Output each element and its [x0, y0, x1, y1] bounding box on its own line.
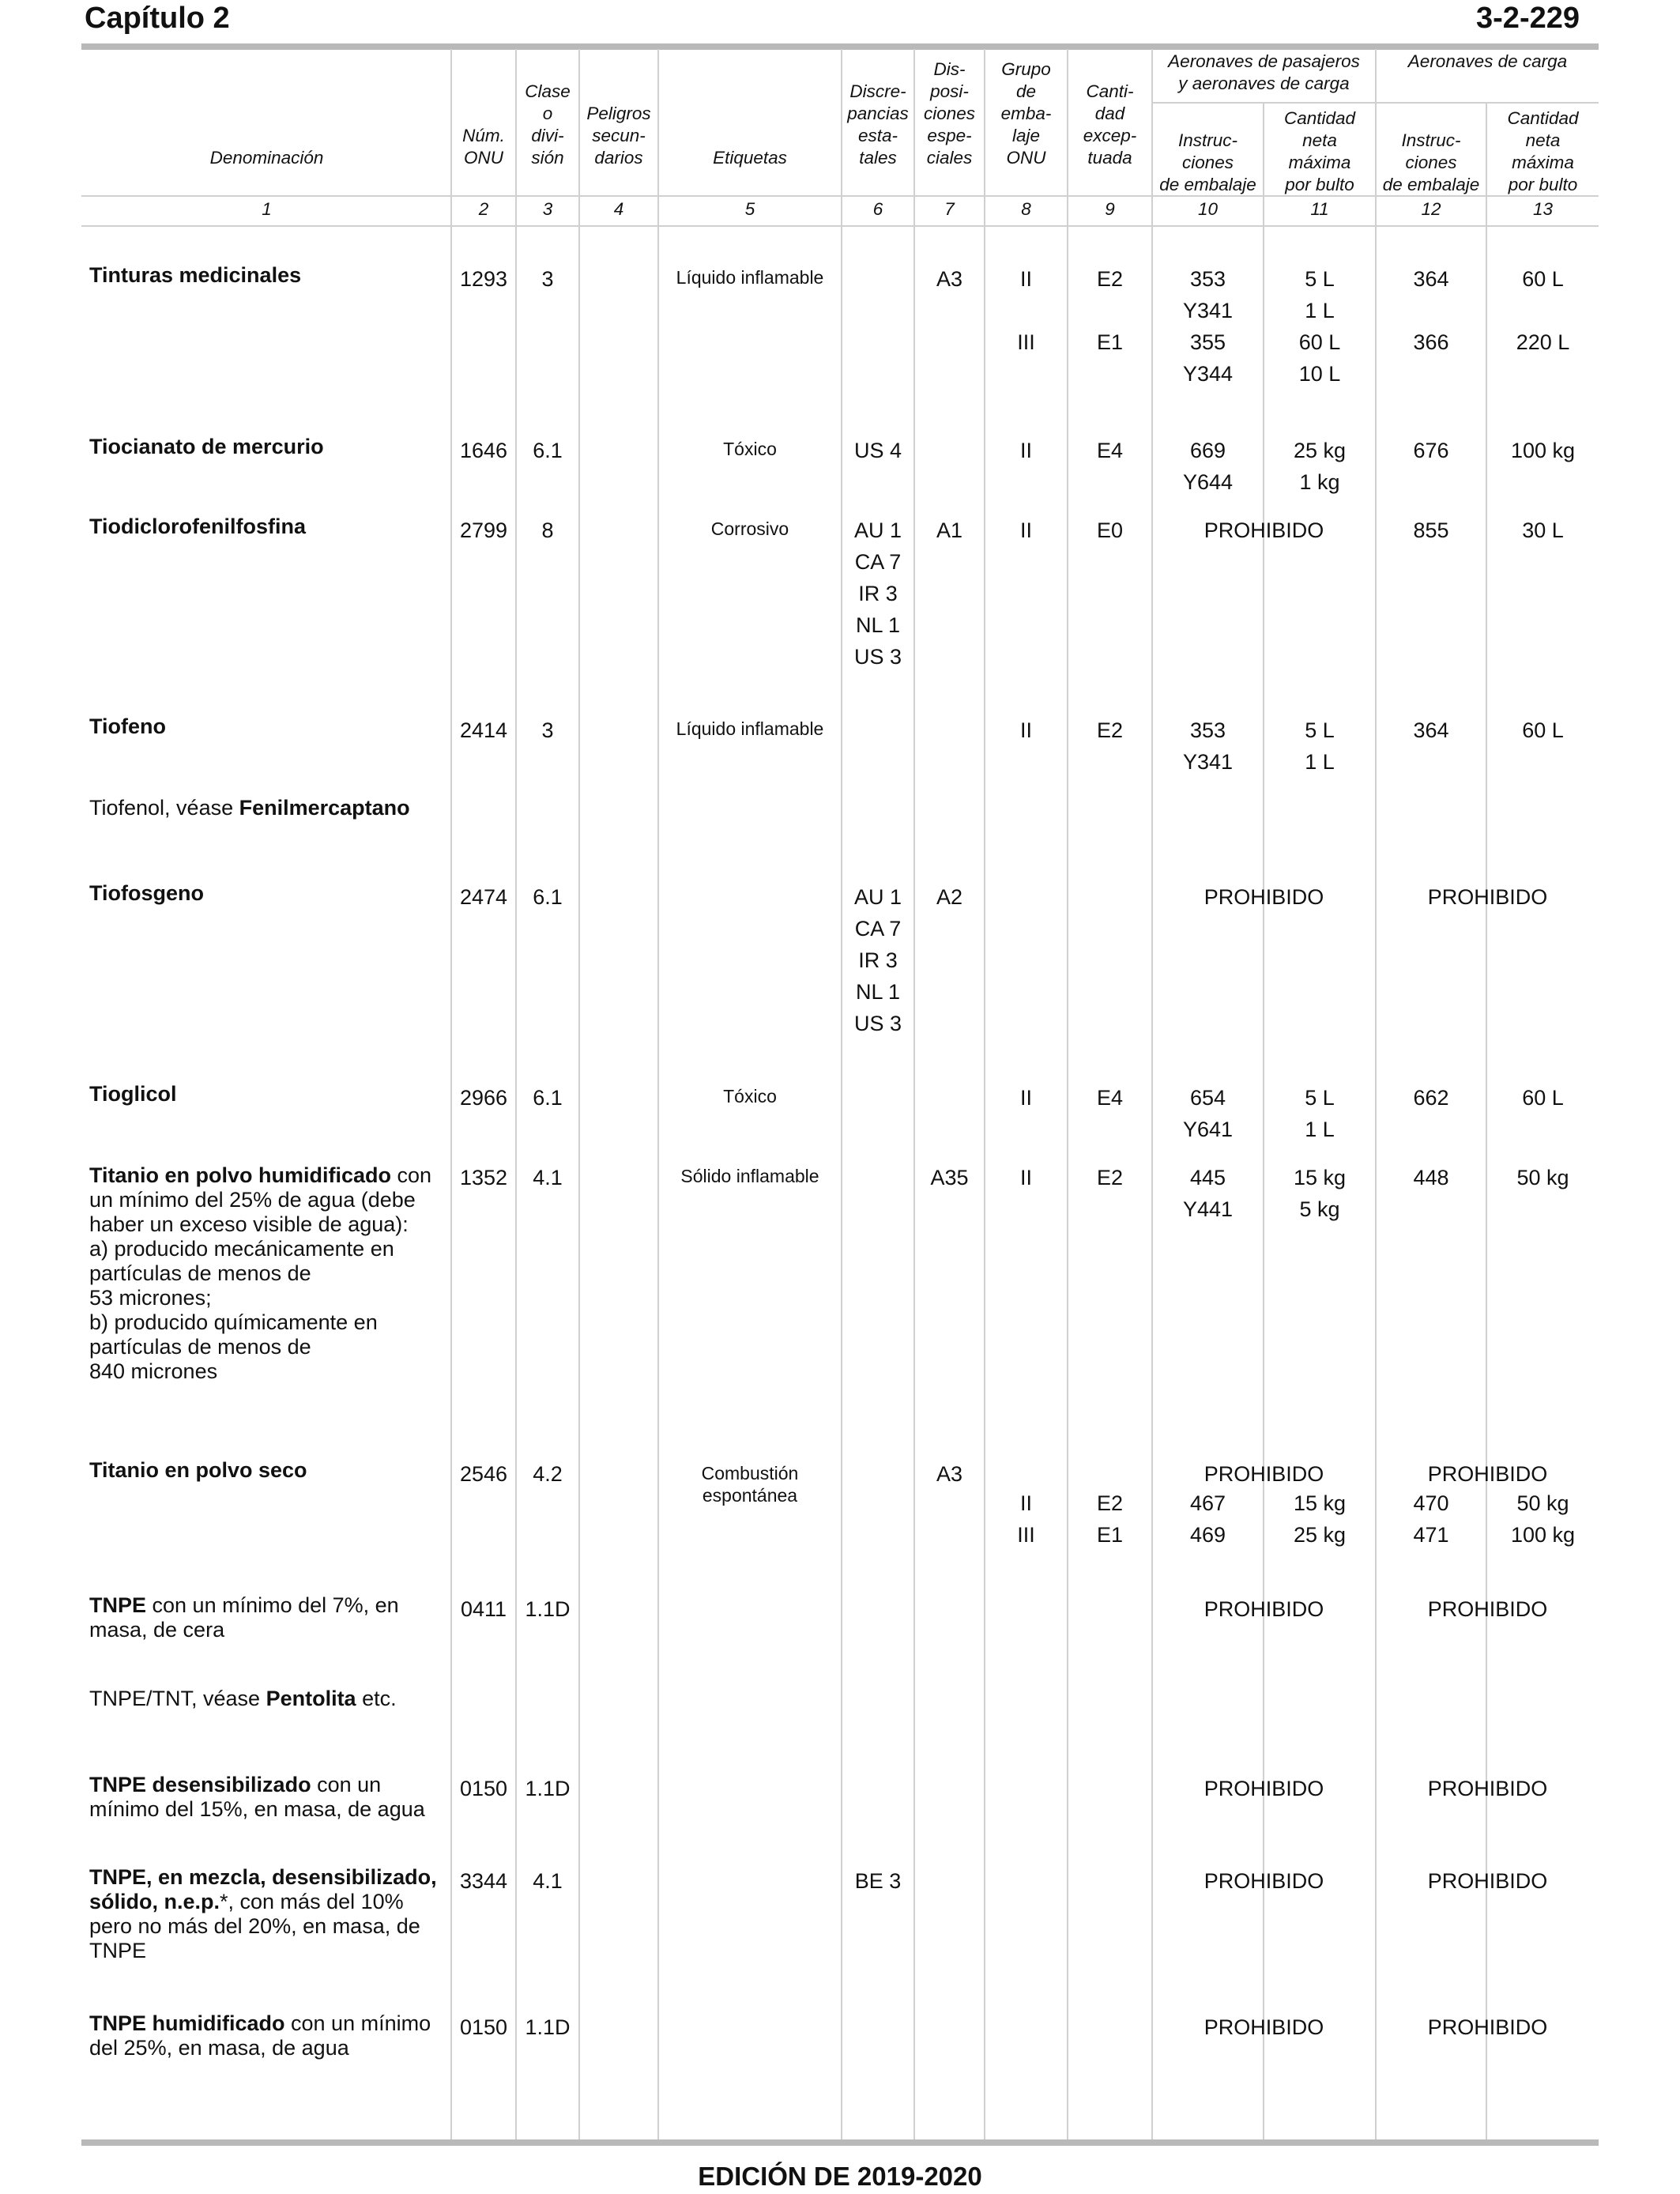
pax-packing-instruction: 467 469 — [1189, 1491, 1226, 1547]
pax-prohibited: PROHIBIDO — [1203, 1777, 1324, 1800]
substance-name: Tiodiclorofenilfosfina — [89, 515, 307, 538]
cargo-max-quantity: 100 kg — [1510, 439, 1576, 462]
col-number: 3 — [542, 199, 553, 219]
cargo-max-quantity: 50 kg 100 kg — [1510, 1491, 1576, 1547]
substance-name: Tinturas medicinales — [89, 263, 302, 287]
cargo-max-quantity: 60 L 220 L — [1516, 267, 1570, 354]
cargo-prohibited: PROHIBIDO — [1427, 1777, 1548, 1800]
state-discrepancy: AU 1 CA 7 IR 3 NL 1 US 3 — [853, 885, 902, 1035]
pax-prohibited: PROHIBIDO — [1203, 885, 1324, 909]
substance-name: Tiofosgeno — [89, 881, 204, 905]
page-number: 3-2-229 — [1476, 2, 1580, 35]
hazard-label: Corrosivo — [710, 518, 789, 539]
col-header-packing-group: Grupo de emba- laje ONU — [1000, 59, 1052, 168]
col-divider — [578, 49, 580, 2139]
col-number: 7 — [944, 199, 955, 219]
substance-name: TNPE, en mezcla, desensibilizado, sólido, n.e.p.*, con más del 10% pero no más del 20%, en masa, de TNPE — [89, 1865, 437, 1962]
col-divider — [841, 49, 842, 2139]
hazard-class: 4.1 — [533, 1166, 563, 1189]
substance-name: TNPE desensibilizado con un mínimo del 15%, en masa, de agua — [89, 1773, 425, 1821]
substance-name: Tiofeno — [89, 714, 166, 738]
hazard-class: 6.1 — [533, 439, 563, 462]
hazard-class: 3 — [541, 267, 554, 291]
col-header-pax-instructions: Instruc- ciones de embalaje — [1159, 130, 1256, 194]
cargo-packing-instruction: 364 366 — [1413, 267, 1449, 354]
pax-max-quantity: 5 L 1 L — [1305, 718, 1335, 774]
hazard-label: Líquido inflamable — [676, 718, 824, 739]
excepted-quantity: E2 E1 — [1096, 267, 1124, 354]
pax-max-quantity: 5 L 1 L 60 L 10 L — [1298, 267, 1341, 386]
cross-reference: Tiofenol, véase Fenilmercaptano — [89, 796, 410, 820]
col-header-pax-quantity: Cantidad neta máxima por bulto — [1283, 108, 1356, 194]
col-number: 13 — [1532, 199, 1554, 219]
number-rule — [81, 225, 1599, 227]
packing-group: II — [1019, 439, 1032, 462]
hazard-class: 1.1D — [525, 1597, 571, 1621]
pax-packing-instruction: 654 Y641 — [1182, 1086, 1234, 1141]
cargo-prohibited: PROHIBIDO — [1427, 2015, 1548, 2039]
hazard-class: 6.1 — [533, 1086, 563, 1110]
un-number: 1646 — [459, 439, 508, 462]
special-provision: A3 — [936, 267, 963, 291]
packing-group: II III — [1017, 1491, 1035, 1547]
col-group-passenger: Aeronaves de pasajeros y aeronaves de carga — [1168, 51, 1360, 93]
hazard-label: Combustión espontánea — [701, 1463, 799, 1506]
un-number: 2414 — [459, 718, 508, 742]
special-provision: A35 — [930, 1166, 969, 1189]
cargo-packing-instruction: 662 — [1413, 1086, 1449, 1110]
hazard-class: 6.1 — [533, 885, 563, 909]
col-header-secondary: Peligros secun- darios — [586, 104, 651, 168]
excepted-quantity: E4 — [1096, 1086, 1124, 1110]
cargo-packing-instruction: 470 471 — [1413, 1491, 1449, 1547]
cargo-max-quantity: 60 L — [1522, 718, 1564, 742]
hazard-class: 1.1D — [525, 1777, 571, 1800]
un-number: 2799 — [459, 518, 508, 542]
col-header-cargo-instructions: Instruc- ciones de embalaje — [1382, 130, 1480, 194]
pax-prohibited: PROHIBIDO — [1203, 1462, 1324, 1486]
top-rule — [81, 43, 1599, 50]
substance-name: Titanio en polvo humidificado con un mínimo del 25% de agua (debe haber un exceso visible de agua): a) producido mecánicamente en partículas de menos de 53 micrones; b) producido químicamente en partículas de menos de 840 micrones — [89, 1163, 432, 1383]
col-number: 1 — [262, 199, 272, 219]
edition-footer: EDICIÓN DE 2019-2020 — [698, 2162, 982, 2191]
un-number: 1352 — [459, 1166, 508, 1189]
un-number: 0150 — [459, 1777, 508, 1800]
col-number: 9 — [1105, 199, 1115, 219]
special-provision: A2 — [936, 885, 963, 909]
special-provision: A1 — [936, 518, 963, 542]
cargo-prohibited: PROHIBIDO — [1427, 1869, 1548, 1893]
col-header-special: Dis- posi- ciones espe- ciales — [923, 59, 976, 168]
un-number: 2966 — [459, 1086, 508, 1110]
pax-prohibited: PROHIBIDO — [1203, 518, 1324, 542]
substance-name: Tioglicol — [89, 1082, 177, 1106]
packing-group: II III — [1017, 267, 1035, 354]
pax-max-quantity: 15 kg 25 kg — [1293, 1491, 1347, 1547]
substance-name: TNPE con un mínimo del 7%, en masa, de cera — [89, 1593, 399, 1642]
hazard-label: Tóxico — [723, 439, 777, 459]
col-number: 4 — [613, 199, 624, 219]
hazard-class: 4.1 — [533, 1869, 563, 1893]
excepted-quantity: E2 — [1096, 1166, 1124, 1189]
col-header-un: Núm. ONU — [462, 126, 505, 168]
cargo-packing-instruction: 855 — [1413, 518, 1449, 542]
col-divider — [913, 49, 915, 2139]
state-discrepancy: BE 3 — [854, 1869, 902, 1893]
hazard-class: 3 — [541, 718, 554, 742]
col-header-denominacion: Denominación — [209, 148, 324, 168]
hazard-class: 4.2 — [533, 1462, 563, 1486]
packing-group: II — [1019, 1166, 1032, 1189]
packing-group: II — [1019, 518, 1032, 542]
col-group-cargo: Aeronaves de carga — [1407, 51, 1568, 71]
col-header-excepted: Canti- dad excep- tuada — [1083, 81, 1137, 168]
cargo-prohibited: PROHIBIDO — [1427, 1597, 1548, 1621]
chapter-title: Capítulo 2 — [85, 2, 230, 35]
col-number: 10 — [1197, 199, 1219, 219]
un-number: 2546 — [459, 1462, 508, 1486]
col-number: 11 — [1310, 199, 1329, 219]
cargo-packing-instruction: 364 — [1413, 718, 1449, 742]
cargo-packing-instruction: 676 — [1413, 439, 1449, 462]
hazard-class: 1.1D — [525, 2015, 571, 2039]
un-number: 2474 — [459, 885, 508, 909]
col-number: 6 — [872, 199, 883, 219]
hazard-label: Sólido inflamable — [680, 1166, 819, 1186]
pax-packing-instruction: 669 Y644 — [1182, 439, 1234, 494]
col-number: 5 — [744, 199, 755, 219]
col-number: 8 — [1021, 199, 1031, 219]
cargo-prohibited: PROHIBIDO — [1427, 885, 1548, 909]
special-provision: A3 — [936, 1462, 963, 1486]
pax-packing-instruction: 445 Y441 — [1182, 1166, 1234, 1221]
excepted-quantity: E2 — [1096, 718, 1124, 742]
packing-group: II — [1019, 718, 1032, 742]
col-divider — [1486, 103, 1487, 2139]
bottom-rule — [81, 2139, 1599, 2146]
pax-prohibited: PROHIBIDO — [1203, 2015, 1324, 2039]
col-header-discrepancies: Discre- pancias esta- tales — [847, 81, 909, 168]
packing-group: II — [1019, 1086, 1032, 1110]
excepted-quantity: E4 — [1096, 439, 1124, 462]
hazard-class: 8 — [541, 518, 554, 542]
un-number: 1293 — [459, 267, 508, 291]
un-number: 0411 — [460, 1597, 507, 1621]
hazard-label: Líquido inflamable — [676, 267, 824, 288]
group-rule — [1151, 102, 1599, 104]
cargo-packing-instruction: 448 — [1413, 1166, 1449, 1189]
excepted-quantity: E2 E1 — [1096, 1491, 1124, 1547]
un-number: 3344 — [459, 1869, 508, 1893]
excepted-quantity: E0 — [1096, 518, 1124, 542]
pax-prohibited: PROHIBIDO — [1203, 1597, 1324, 1621]
cross-reference: TNPE/TNT, véase Pentolita etc. — [89, 1687, 397, 1710]
pax-max-quantity: 5 L 1 L — [1305, 1086, 1335, 1141]
col-header-class: Clase o divi- sión — [525, 81, 571, 168]
substance-name: TNPE humidificado con un mínimo del 25%, en masa, de agua — [89, 2011, 431, 2060]
pax-max-quantity: 15 kg 5 kg — [1293, 1166, 1347, 1221]
cargo-max-quantity: 50 kg — [1516, 1166, 1569, 1189]
col-header-cargo-quantity: Cantidad neta máxima por bulto — [1507, 108, 1579, 194]
state-discrepancy: US 4 — [853, 439, 902, 462]
pax-prohibited: PROHIBIDO — [1203, 1869, 1324, 1893]
cargo-max-quantity: 60 L — [1522, 1086, 1564, 1110]
col-number: 12 — [1421, 199, 1441, 219]
pax-max-quantity: 25 kg 1 kg — [1293, 439, 1347, 494]
state-discrepancy: AU 1 CA 7 IR 3 NL 1 US 3 — [853, 518, 902, 669]
pax-packing-instruction: 353 Y341 355 Y344 — [1182, 267, 1234, 386]
hazard-label: Tóxico — [723, 1086, 777, 1106]
cargo-prohibited: PROHIBIDO — [1427, 1462, 1548, 1486]
cargo-max-quantity: 30 L — [1522, 518, 1564, 542]
pax-packing-instruction: 353 Y341 — [1182, 718, 1234, 774]
substance-name: Titanio en polvo seco — [89, 1458, 307, 1482]
col-header-labels: Etiquetas — [713, 148, 787, 168]
col-number: 2 — [478, 199, 489, 219]
substance-name: Tiocianato de mercurio — [89, 435, 324, 458]
un-number: 0150 — [459, 2015, 508, 2039]
